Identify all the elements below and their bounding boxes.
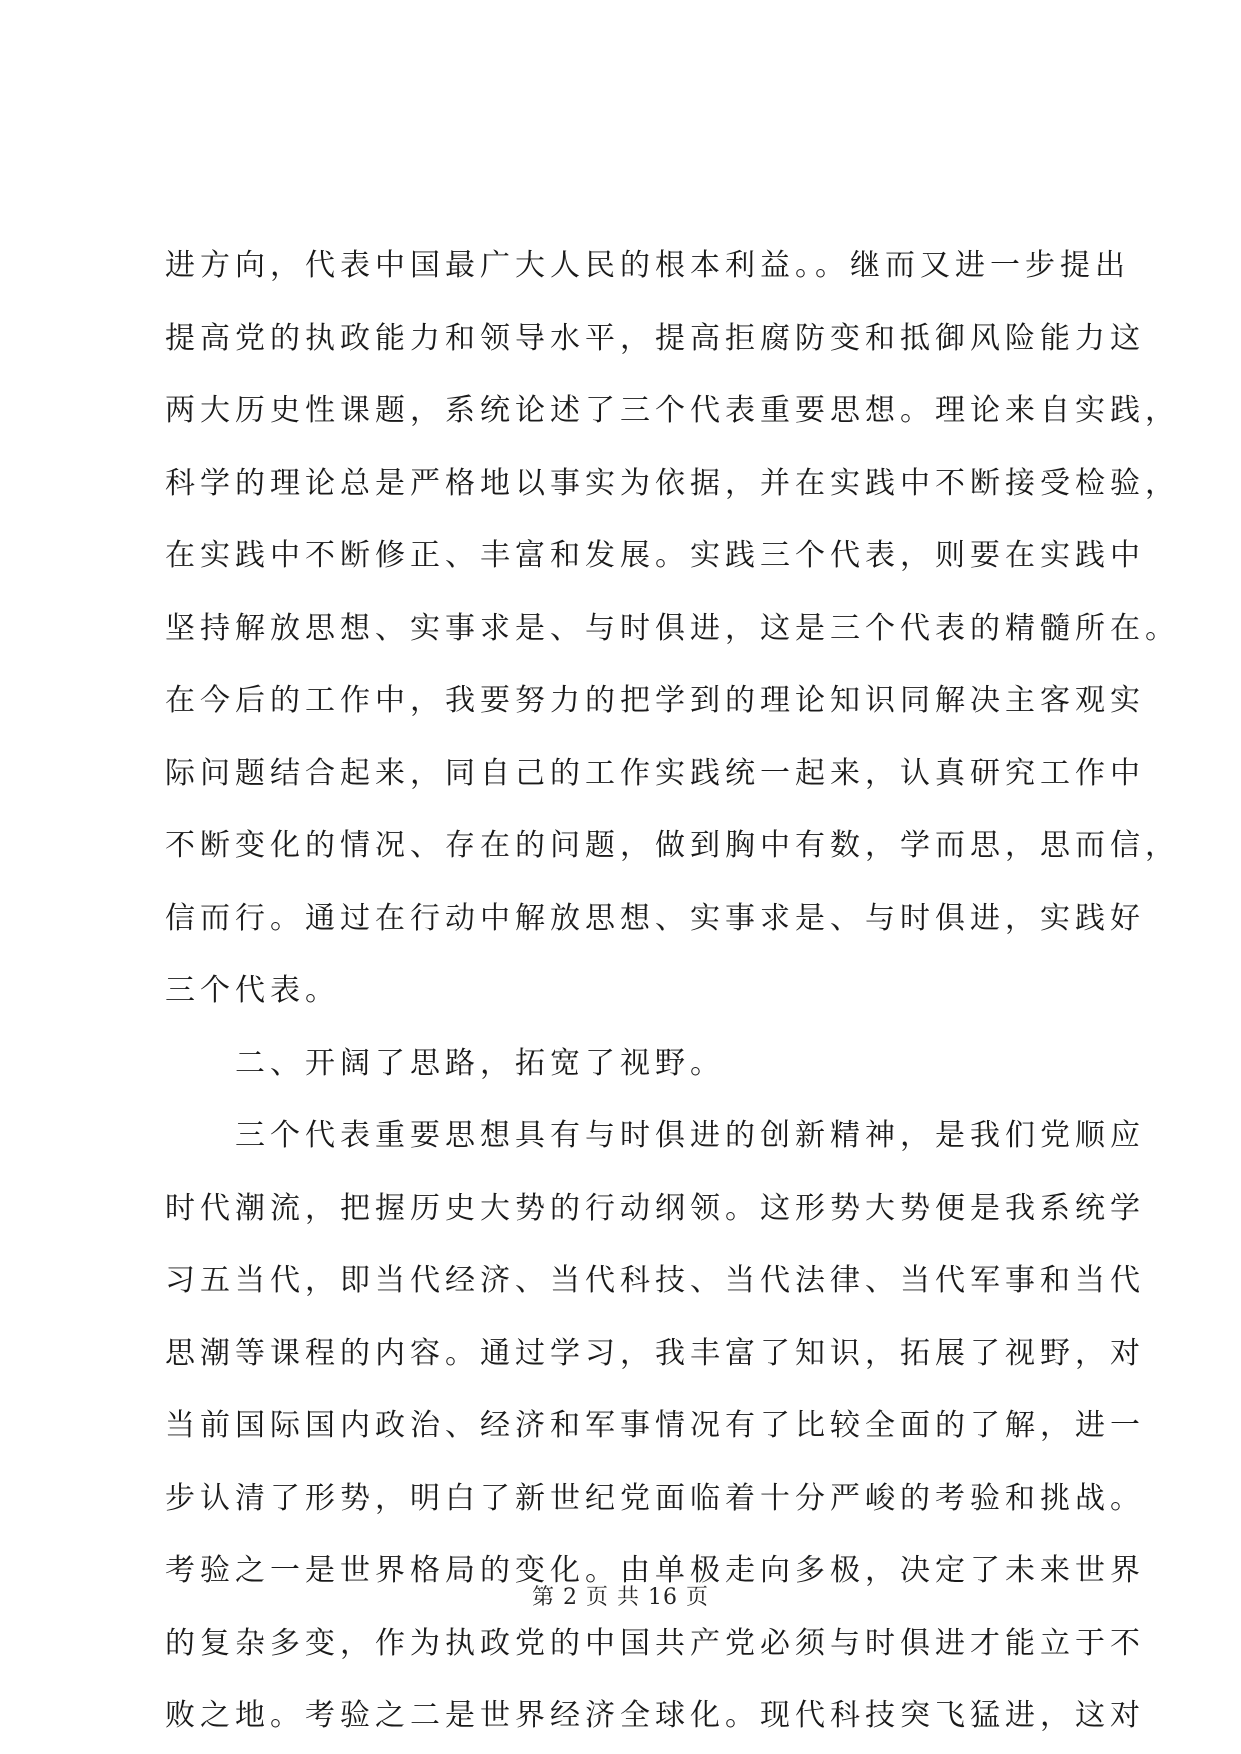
text-line: 信而行。通过在行动中解放思想、实事求是、与时俱进，实践好 [165,900,1145,936]
text-line: 步认清了形势，明白了新世纪党面临着十分严峻的考验和挑战。 [165,1480,1145,1516]
text-line: 思潮等课程的内容。通过学习，我丰富了知识，拓展了视野，对 [165,1335,1145,1371]
text-line: 考验之一是世界格局的变化。由单极走向多极，决定了未来世界 [165,1553,1145,1588]
text-line: 进方向，代表中国最广大人民的根本利益。。继而又进一步提出 [165,248,1130,283]
page-number: 第 2 页 共 16 页 [532,1585,709,1610]
text-line: 在实践中不断修正、丰富和发展。实践三个代表，则要在实践中 [165,538,1145,573]
text-line: 科学的理论总是严格地以事实为依据，并在实践中不断接受检验， [165,465,1180,501]
text-line: 三个代表重要思想具有与时俱进的创新精神，是我们党顺应 [165,1118,1145,1153]
body-text [165,230,1180,1753]
text-line: 时代潮流，把握历史大势的行动纲领。这形势大势便是我系统学 [165,1190,1145,1226]
text-line: 际问题结合起来，同自己的工作实践统一起来，认真研究工作中 [165,755,1145,791]
text-line: 当前国际国内政治、经济和军事情况有了比较全面的了解，进一 [165,1408,1145,1443]
text-line: 提高党的执政能力和领导水平，提高拒腐防变和抵御风险能力这 [165,320,1145,356]
text-line: 习五当代，即当代经济、当代科技、当代法律、当代军事和当代 [165,1263,1145,1298]
section-heading: 二、开阔了思路，拓宽了视野。 [165,1045,725,1081]
text-line: 不断变化的情况、存在的问题，做到胸中有数，学而思，思而信， [165,828,1180,863]
text-line: 在今后的工作中，我要努力的把学到的理论知识同解决主客观实 [165,683,1145,718]
text-line: 坚持解放思想、实事求是、与时俱进，这是三个代表的精髓所在。 [165,610,1180,646]
text-line: 两大历史性课题，系统论述了三个代表重要思想。理论来自实践， [165,393,1180,428]
text-line: 的复杂多变，作为执政党的中国共产党必须与时俱进才能立于不 [165,1625,1145,1661]
text-line: 三个代表。 [165,973,340,1008]
text-line: 败之地。考验之二是世界经济全球化。现代科技突飞猛进，这对 [165,1698,1145,1733]
